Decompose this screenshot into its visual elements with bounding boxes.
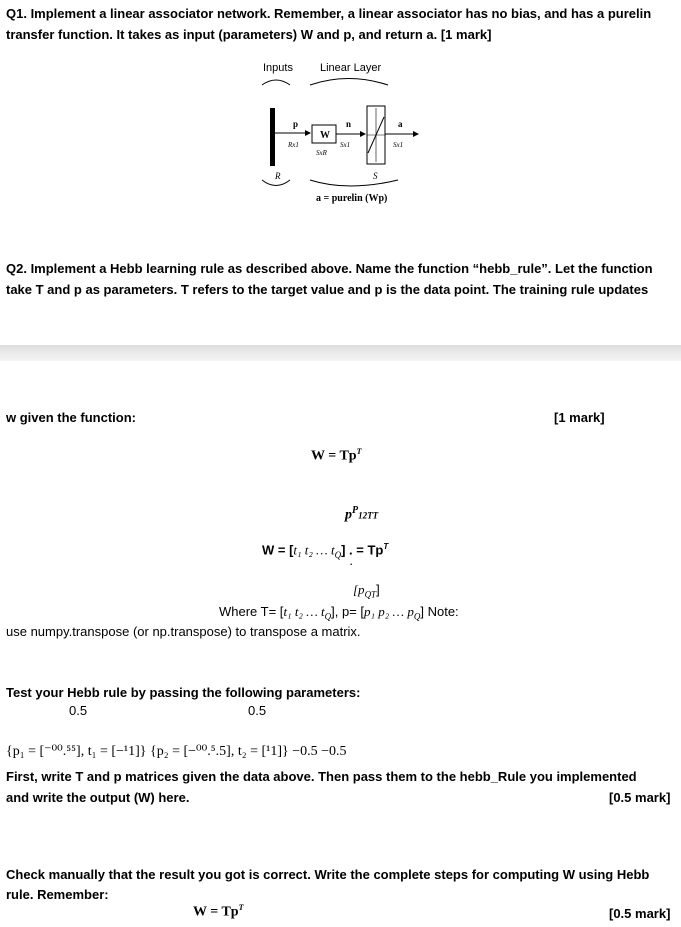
q2-line-2: take T and p as parameters. T refers to the target value and p is the data point. The training rule updates — [6, 282, 649, 297]
s-brace — [310, 180, 398, 186]
test-value-a: 0.5 — [69, 703, 88, 718]
expanded-dot: · — [349, 556, 354, 571]
q2-line-3: w given the function: — [6, 410, 136, 425]
ppt-rest: 12TT — [358, 510, 379, 521]
n-label: n — [346, 119, 352, 129]
p-label: p — [293, 119, 299, 129]
linear-layer-label: Linear Layer — [320, 62, 382, 74]
s-label: S — [373, 171, 378, 181]
expanded-q: Q — [334, 549, 342, 560]
pqt-close: ] — [376, 582, 380, 597]
where-ts: t₁ t₂ … t — [283, 604, 325, 619]
q1-line-1: Q1. Implement a linear associator network. Remember, a linear associator has no bias, and has a purelin — [6, 6, 652, 21]
where-line — [219, 604, 459, 622]
q2-line-1: Q2. Implement a Hebb learning rule as described above. Name the function “hebb_rule”. Let the function — [6, 261, 653, 276]
pqt-sub: QT — [364, 589, 377, 600]
where-suffix: ] Note: — [420, 604, 459, 619]
r-label: R — [275, 171, 281, 181]
p-dim: Rx1 — [288, 141, 299, 149]
layer-brace — [310, 79, 388, 86]
expanded-left: W = [ — [262, 542, 294, 558]
q1-line-2: transfer function. It takes as input (parameters) W and p, and return a. [1 mark] — [6, 27, 492, 42]
check-line-1: Check manually that the result you got is correct. Write the complete steps for computing W using Hebb — [6, 867, 650, 882]
test-value-b: 0.5 — [248, 703, 267, 718]
hebb-formula-sup: T — [356, 447, 362, 456]
page-break-divider — [0, 345, 681, 361]
inputs-brace — [262, 80, 290, 85]
pqt-fragment — [353, 582, 380, 600]
expanded-ts: t₁ t₂ … t — [293, 542, 335, 558]
n-dim: Sx1 — [340, 141, 351, 149]
pqt-open: [p — [353, 582, 365, 597]
ppt-sup: P — [352, 505, 359, 516]
linear-associator-diagram — [248, 58, 438, 208]
test-first-line-2: and write the output (W) here. — [6, 790, 190, 805]
note-line: use numpy.transpose (or np.transpose) to transpose a matrix. — [6, 624, 361, 639]
check-formula-main: W = Tp — [193, 904, 239, 920]
ppt-base: p — [345, 507, 352, 523]
check-formula-sup: T — [238, 903, 244, 912]
inputs-label: Inputs — [263, 62, 293, 74]
diagram-equation: a = purelin (Wp) — [316, 193, 388, 204]
hebb-formula-main: W = Tp — [311, 448, 357, 464]
p-transpose-fragment — [345, 505, 378, 524]
where-q2: Q — [413, 611, 421, 622]
where-mid: ], p= [ — [331, 604, 365, 619]
q2-mark: [1 mark] — [554, 410, 605, 425]
w-dim: SxR — [316, 149, 327, 157]
input-bar — [270, 108, 275, 166]
test-mark: [0.5 mark] — [609, 790, 671, 805]
where-q: Q — [324, 611, 332, 622]
test-heading: Test your Hebb rule by passing the following parameters: — [6, 685, 361, 700]
check-line-2: rule. Remember: — [6, 887, 109, 902]
check-formula — [193, 903, 244, 921]
hebb-formula — [311, 447, 362, 465]
where-ps: p₁ p₂ … p — [364, 604, 414, 619]
check-mark: [0.5 mark] — [609, 906, 671, 921]
expanded-right: ] . = Tp — [341, 542, 384, 558]
test-first-line-1: First, write T and p matrices given the data above. Then pass them to the hebb_Rule you implemented — [6, 769, 637, 784]
expanded-formula — [262, 542, 388, 560]
expanded-sup: T — [383, 542, 389, 551]
a-dim: Sx1 — [393, 141, 404, 149]
a-label: a — [398, 119, 403, 129]
w-label: W — [320, 130, 330, 141]
where-prefix: Where T= [ — [219, 604, 284, 619]
test-params: {p₁ = [⁻⁰⁰.⁵⁵], t₁ = [−¹1]} {p₂ = [−⁰⁰.⁵.5], t₂ = [¹1]} −0.5 −0.5 — [6, 744, 347, 759]
